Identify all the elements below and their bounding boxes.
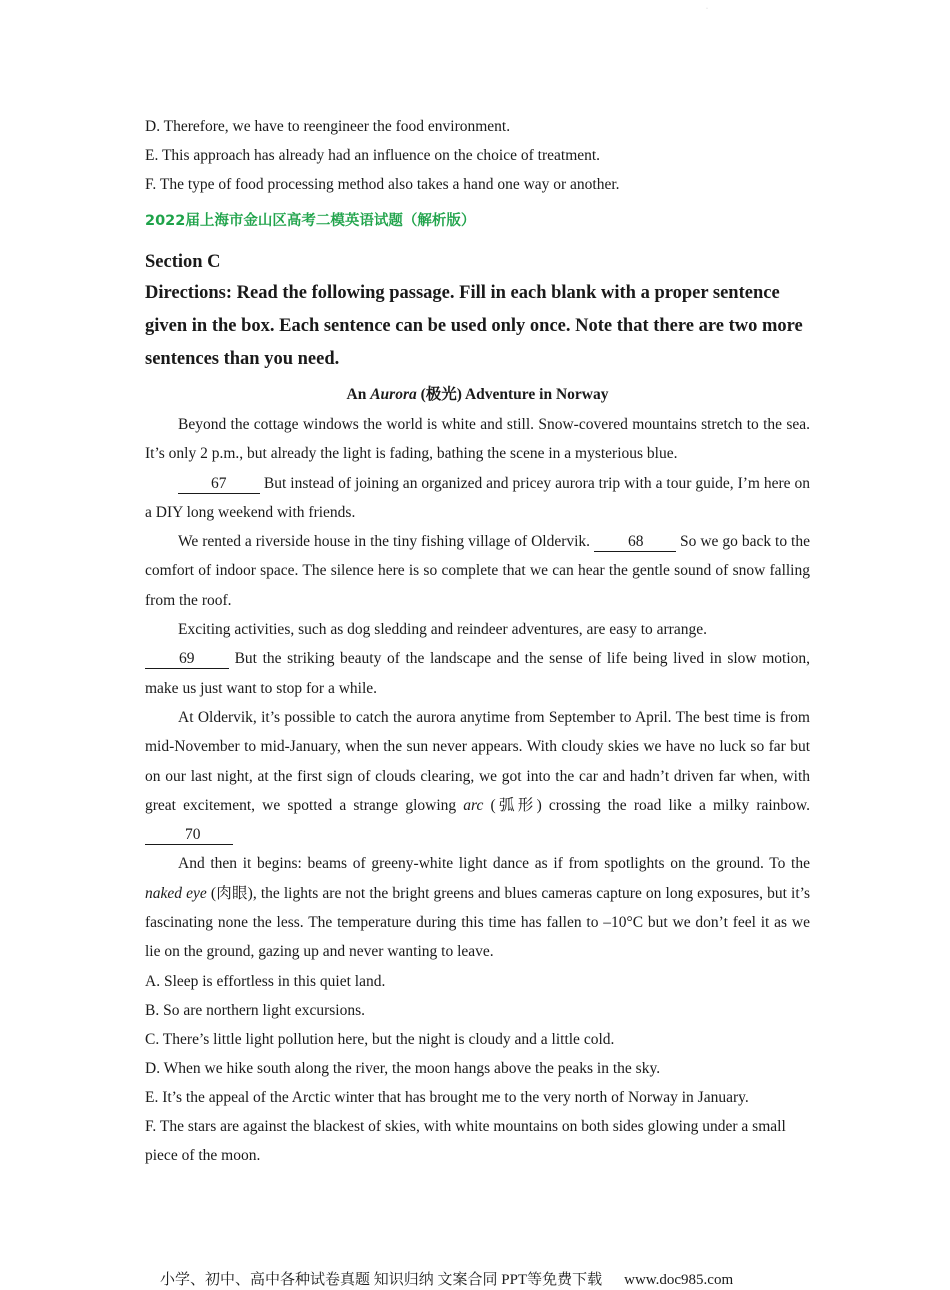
paragraph-3-after: So we go back to the comfort of indoor space. The silence here is so complete that we can hear the gentle sound of snow falling from the roof. xyxy=(145,533,810,609)
paragraph-2-text: But instead of joining an organized and pricey aurora trip with a tour guide, I’m here on a DIY long weekend with friends. xyxy=(145,474,810,521)
passage-title xyxy=(145,380,810,410)
previous-options xyxy=(145,112,810,199)
title-italic: Aurora xyxy=(370,386,417,403)
paragraph-7 xyxy=(145,849,810,966)
blank-68 xyxy=(594,533,676,552)
section-heading: Section C xyxy=(145,252,221,272)
paragraph-3 xyxy=(145,527,810,615)
source-title: 2022届上海市金山区高考二模英语试题（解析版） xyxy=(145,213,476,229)
prev-option-d: D. Therefore, we have to reengineer the food environment. xyxy=(145,118,511,135)
footer xyxy=(160,1268,800,1289)
paragraph-7-pre: And then it begins: beams of greeny-white light dance as if from spotlights on the ground. To the xyxy=(178,855,810,873)
blank-69-number: 69 xyxy=(179,650,195,668)
paragraph-5 xyxy=(145,644,810,703)
paragraph-6 xyxy=(145,703,810,849)
blank-67 xyxy=(178,475,260,494)
answer-options xyxy=(145,967,810,1170)
blank-67-number: 67 xyxy=(211,474,227,492)
title-pre: An xyxy=(346,386,371,403)
prev-option-f: F. The type of food processing method also takes a hand one way or another. xyxy=(145,176,620,193)
corner-mark: · xyxy=(706,6,708,12)
option-b: B. So are northern light excursions. xyxy=(145,1001,365,1019)
footer-text: 小学、初中、高中各种试卷真题 知识归纳 文案合同 PPT等免费下载 xyxy=(160,1272,603,1288)
paragraph-3-text: We rented a riverside house in the tiny fishing village of Oldervik. xyxy=(178,533,595,551)
paragraph-1: Beyond the cottage windows the world is white and still. Snow-covered mountains stretch to the sea. It’s only 2 p.m., but already the light is fading, bathing the scene in a mysterious blue. xyxy=(145,416,810,463)
option-a: A. Sleep is effortless in this quiet land. xyxy=(145,972,386,990)
directions: Directions: Read the following passage. Fill in each blank with a proper sentence given in the box. Each sentence can be used only once. Note that there are two more sentences than you need. xyxy=(145,283,803,369)
paragraph-7-after: (肉眼), the lights are not the bright greens and blues cameras capture on long exposures, but it’s fascinating none the less. The temperature during this time has fallen to –10°C but we don’t feel it as we lie on the ground, gazing up and never wanting to leave. xyxy=(145,884,810,961)
option-f: F. The stars are against the blackest of skies, with white mountains on both sides glowing under a small piece of the moon. xyxy=(145,1117,786,1164)
naked-eye-italic: naked eye xyxy=(145,884,207,902)
option-d: D. When we hike south along the river, the moon hangs above the peaks in the sky. xyxy=(145,1059,661,1077)
paragraph-4: Exciting activities, such as dog sledding and reindeer adventures, are easy to arrange. xyxy=(178,621,707,639)
prev-option-e: E. This approach has already had an influence on the choice of treatment. xyxy=(145,147,601,164)
paragraph-6-after: (弧形) crossing the road like a milky rainbow. xyxy=(483,796,810,814)
paragraph-2 xyxy=(145,469,810,528)
paragraph-6-text: At Oldervik, it’s possible to catch the aurora anytime from September to April. The best time is from mid-November to mid-January, when the sun never appears. With cloudy skies we have no luck so far but on our last night, at the first sign of clouds clearing, we got into the car and hadn’t driven far when, with great excitement, we spotted a strange glowing xyxy=(145,708,810,814)
document-content xyxy=(145,112,810,1170)
footer-url[interactable]: www.doc985.com xyxy=(624,1272,734,1288)
option-e: E. It’s the appeal of the Arctic winter that has brought me to the very north of Norway in January. xyxy=(145,1088,749,1106)
arc-italic: arc xyxy=(463,796,484,814)
option-c: C. There’s little light pollution here, but the night is cloudy and a little cold. xyxy=(145,1030,615,1048)
blank-69 xyxy=(145,650,229,669)
blank-68-number: 68 xyxy=(628,533,644,551)
blank-70-number: 70 xyxy=(185,826,201,844)
paragraph-5-after: But the striking beauty of the landscape and the sense of life being lived in slow motion, make us just want to stop for a while. xyxy=(145,650,810,697)
title-post: (极光) Adventure in Norway xyxy=(416,386,609,403)
blank-70 xyxy=(145,826,233,845)
